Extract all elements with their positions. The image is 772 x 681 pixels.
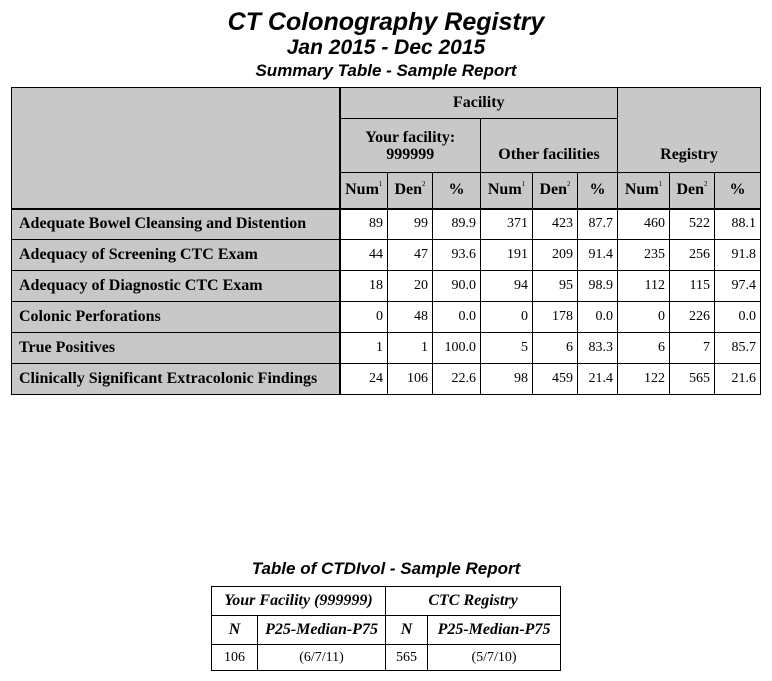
- col-pct: %: [433, 173, 481, 209]
- table-cell: 83.3: [578, 333, 618, 364]
- col-num-footnote: 1: [521, 180, 526, 189]
- col-num-footnote: 1: [658, 180, 663, 189]
- row-label: Adequacy of Diagnostic CTC Exam: [12, 271, 340, 302]
- table-cell: 20: [388, 271, 433, 302]
- table-cell: 6: [533, 333, 578, 364]
- table-cell: 0.0: [715, 302, 761, 333]
- ctdi-col-n: N: [212, 616, 258, 645]
- table-cell: 0.0: [578, 302, 618, 333]
- table-cell: 87.7: [578, 209, 618, 240]
- table-row: [12, 302, 761, 333]
- table-cell: 44: [340, 240, 388, 271]
- table-cell: 24: [340, 364, 388, 395]
- table-cell: 48: [388, 302, 433, 333]
- ctdi-title: Table of CTDIvol - Sample Report: [251, 559, 521, 578]
- table-cell: 459: [533, 364, 578, 395]
- table-cell: 91.4: [578, 240, 618, 271]
- table-cell: 89.9: [433, 209, 481, 240]
- report-date-range: Jan 2015 - Dec 2015: [286, 36, 486, 59]
- col-pct: %: [578, 173, 618, 209]
- table-cell: 235: [618, 240, 670, 271]
- table-cell: 21.6: [715, 364, 761, 395]
- table-cell: 98: [481, 364, 533, 395]
- registry-header: Registry: [618, 88, 761, 173]
- col-num: [340, 173, 388, 209]
- col-den-footnote: 2: [704, 180, 708, 189]
- ctdi-col-range: P25-Median-P75: [428, 616, 561, 645]
- row-label: True Positives: [12, 333, 340, 364]
- table-cell: 565: [670, 364, 715, 395]
- row-label: Colonic Perforations: [12, 302, 340, 333]
- your-facility-id: 999999: [386, 145, 435, 163]
- col-pct: %: [715, 173, 761, 209]
- col-den: [533, 173, 578, 209]
- table-cell: 97.4: [715, 271, 761, 302]
- table-cell: 100.0: [433, 333, 481, 364]
- table-cell: 371: [481, 209, 533, 240]
- table-row: [12, 209, 761, 240]
- report-title: CT Colonography Registry: [227, 8, 545, 36]
- your-facility-header: [340, 119, 481, 173]
- col-num-footnote: 1: [378, 180, 383, 189]
- table-cell: 122: [618, 364, 670, 395]
- row-label: Adequate Bowel Cleansing and Distention: [12, 209, 340, 240]
- table-cell: 423: [533, 209, 578, 240]
- ctdi-col-n: N: [386, 616, 428, 645]
- table-cell: 94: [481, 271, 533, 302]
- table-cell: 0.0: [433, 302, 481, 333]
- table-cell: 88.1: [715, 209, 761, 240]
- table-cell: 106: [388, 364, 433, 395]
- table-cell: 98.9: [578, 271, 618, 302]
- col-den-footnote: 2: [422, 180, 426, 189]
- table-cell: 0: [618, 302, 670, 333]
- table-cell: 460: [618, 209, 670, 240]
- table-cell: 22.6: [433, 364, 481, 395]
- ctdi-your-facility-header: Your Facility (999999): [212, 587, 386, 616]
- col-den-footnote: 2: [567, 180, 571, 189]
- col-num-label: Num: [345, 181, 379, 199]
- col-den: [670, 173, 715, 209]
- col-num: [618, 173, 670, 209]
- table-cell: 99: [388, 209, 433, 240]
- facility-group-header: Facility: [340, 88, 618, 119]
- col-num-label: Num: [624, 181, 659, 199]
- ctdi-cell: 106: [212, 645, 258, 671]
- table-cell: 112: [618, 271, 670, 302]
- table-cell: 226: [670, 302, 715, 333]
- col-den-label: Den: [394, 181, 423, 199]
- table-row: [12, 333, 761, 364]
- ctdi-cell: (5/7/10): [428, 645, 561, 671]
- ctdi-cell: (6/7/11): [258, 645, 386, 671]
- table-cell: 21.4: [578, 364, 618, 395]
- table-cell: 93.6: [433, 240, 481, 271]
- table-row: [12, 271, 761, 302]
- col-num: [481, 173, 533, 209]
- table-cell: 178: [533, 302, 578, 333]
- table-cell: 1: [388, 333, 433, 364]
- table-cell: 209: [533, 240, 578, 271]
- summary-table: [11, 87, 761, 395]
- table-cell: 85.7: [715, 333, 761, 364]
- col-num-label: Num: [487, 181, 522, 199]
- table-cell: 90.0: [433, 271, 481, 302]
- your-facility-label: Your facility:: [365, 128, 456, 146]
- row-label: Adequacy of Screening CTC Exam: [12, 240, 340, 271]
- other-facilities-header: Other facilities: [481, 119, 618, 173]
- col-den-label: Den: [539, 181, 568, 199]
- row-label: Clinically Significant Extracolonic Findings: [12, 364, 340, 395]
- table-cell: 191: [481, 240, 533, 271]
- table-cell: 522: [670, 209, 715, 240]
- table-cell: 115: [670, 271, 715, 302]
- ctdi-registry-header: CTC Registry: [386, 587, 561, 616]
- table-cell: 95: [533, 271, 578, 302]
- table-cell: 6: [618, 333, 670, 364]
- table-cell: 256: [670, 240, 715, 271]
- table-cell: 7: [670, 333, 715, 364]
- table-cell: 0: [340, 302, 388, 333]
- table-cell: 91.8: [715, 240, 761, 271]
- table-cell: 1: [340, 333, 388, 364]
- row-label-header: [12, 88, 340, 209]
- report-subtitle: Summary Table - Sample Report: [255, 61, 517, 80]
- table-row: [12, 364, 761, 395]
- ctdi-cell: 565: [386, 645, 428, 671]
- table-cell: 5: [481, 333, 533, 364]
- ctdi-table: [211, 586, 561, 671]
- ctdi-col-range: P25-Median-P75: [258, 616, 386, 645]
- table-row: [12, 240, 761, 271]
- table-cell: 89: [340, 209, 388, 240]
- table-cell: 0: [481, 302, 533, 333]
- col-den-label: Den: [676, 181, 705, 199]
- table-cell: 47: [388, 240, 433, 271]
- table-cell: 18: [340, 271, 388, 302]
- col-den: [388, 173, 433, 209]
